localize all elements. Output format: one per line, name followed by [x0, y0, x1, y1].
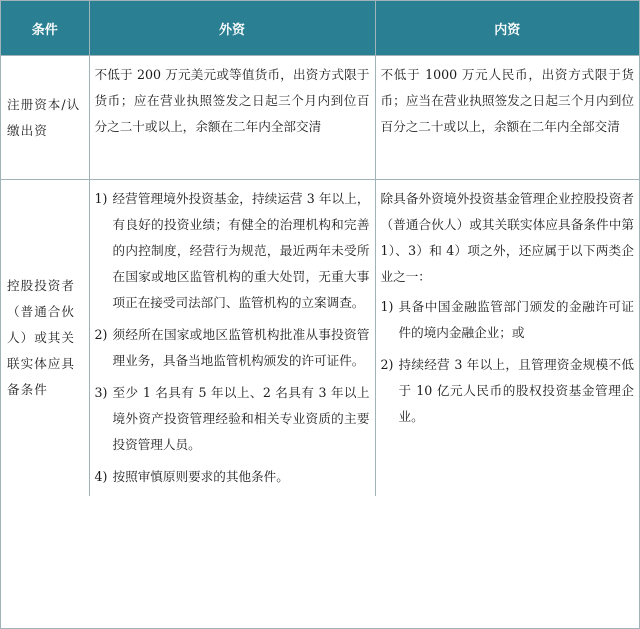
- list-number: 3): [94, 385, 108, 400]
- list-item: [95, 186, 370, 316]
- table-row: [1, 56, 639, 180]
- header-domestic: 内资: [375, 1, 639, 56]
- table-row: [1, 180, 639, 497]
- list-text: 经营管理境外投资基金，持续运营 3 年以上，有良好的投资业绩；有健全的治理机构和完善的内控制度，经营行为规范，最近两年未受所在国家或地区监管机构的重大处罚，无重大事项正在接受司法部门、监管机构的立案调查。: [112, 191, 370, 310]
- row-label: 控股投资者（普通合伙人）或其关联实体应具备条件: [1, 180, 89, 497]
- list-number: 2): [94, 327, 108, 342]
- row-label: 注册资本/认缴出资: [1, 56, 89, 180]
- list-item: [381, 352, 635, 430]
- list-text: 须经所在国家或地区监管机构批准从事投资管理业务，具备当地监管机构颁发的许可证件。: [112, 327, 370, 368]
- list-item: [95, 464, 370, 490]
- list-item: [381, 294, 635, 346]
- list-text: 至少 1 名具有 5 年以上、2 名具有 3 年以上境外资产投资管理经验和相关专业资质的主要投资管理人员。: [112, 385, 370, 452]
- list-number: 1): [380, 299, 394, 314]
- list-text: 持续经营 3 年以上，且管理资金规模不低于 10 亿元人民币的股权投资基金管理企业。: [398, 357, 634, 424]
- foreign-capital-cell: 不低于 200 万元美元或等值货币，出资方式限于货币；应在营业执照签发之日起三个月内到位百分之二十或以上，余额在二年内全部交清: [89, 56, 375, 180]
- list-number: 2): [380, 357, 394, 372]
- domestic-conditions-cell: [375, 180, 639, 497]
- conditions-table: [1, 1, 639, 496]
- domestic-intro: 除具备外资境外投资基金管理企业控股投资者（普通合伙人）或其关联实体应具备条件中第1）、3）和 4）项之外，还应属于以下两类企业之一：: [380, 191, 634, 284]
- list-number: 4): [94, 469, 108, 484]
- list-item: [95, 322, 370, 374]
- header-foreign: 外资: [89, 1, 375, 56]
- table-header-row: [1, 1, 639, 56]
- list-number: 1): [94, 191, 108, 206]
- domestic-capital-cell: 不低于 1000 万元人民币，出资方式限于货币；应当在营业执照签发之日起三个月内到位百分之二十或以上，余额在二年内全部交清: [375, 56, 639, 180]
- header-condition: 条件: [1, 1, 89, 56]
- foreign-conditions-cell: [89, 180, 375, 497]
- list-text: 按照审慎原则要求的其他条件。: [112, 469, 289, 484]
- list-text: 具备中国金融监管部门颁发的金融许可证件的境内金融企业；或: [398, 299, 634, 340]
- list-item: [95, 380, 370, 458]
